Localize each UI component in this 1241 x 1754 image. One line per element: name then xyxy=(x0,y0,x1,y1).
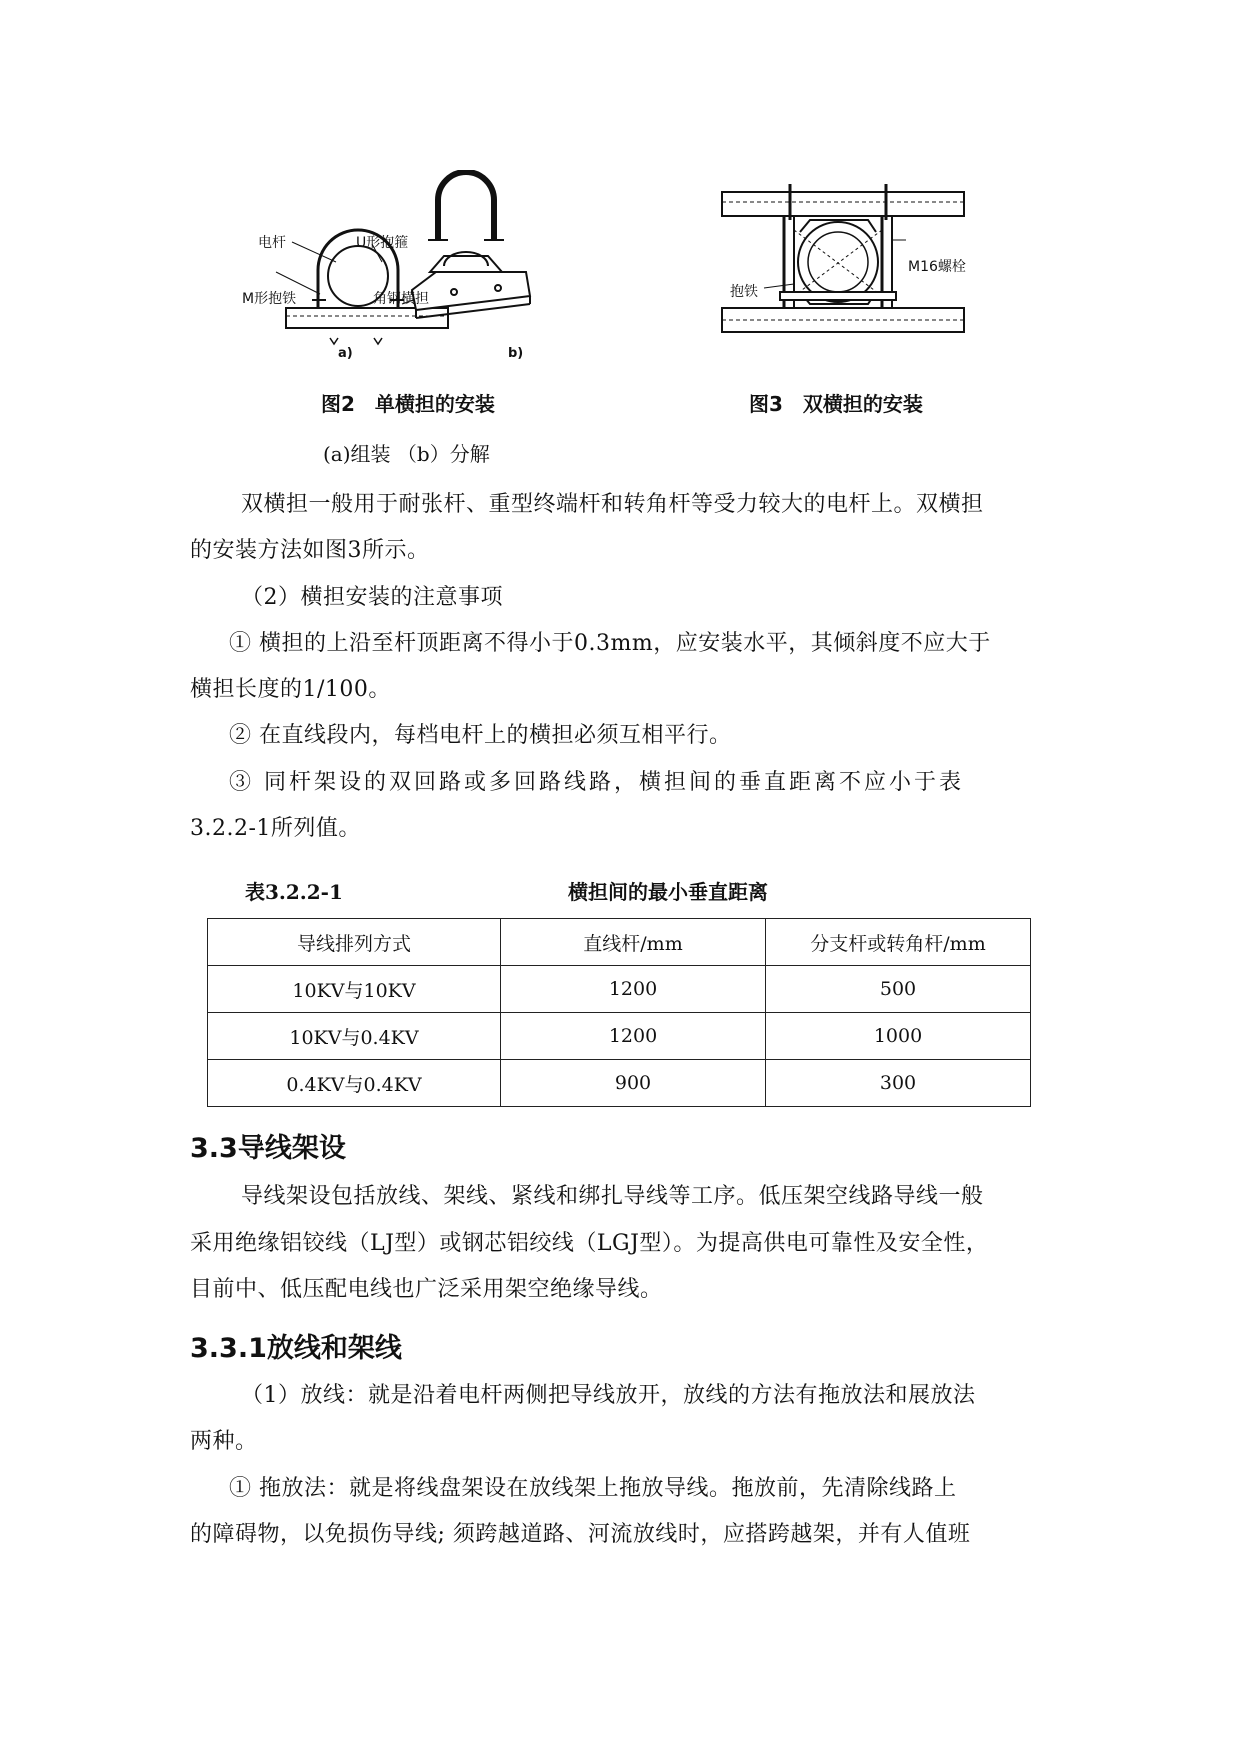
figure-3-caption: 图3 双横担的安装 xyxy=(749,392,923,416)
section-3-3-para-line3: 目前中、低压配电线也广泛采用架空绝缘导线。 xyxy=(190,1277,663,1302)
paragraph-note-1-line1: ① 横担的上沿至杆顶距离不得小于0.3mm，应安装水平，其倾斜度不应大于 xyxy=(229,631,991,656)
table-cell: 300 xyxy=(766,1060,1031,1107)
table-header-cell: 导线排列方式 xyxy=(208,919,501,966)
table-cell: 1200 xyxy=(501,1013,766,1060)
label-sub-b: b) xyxy=(508,346,524,361)
table-header-row xyxy=(208,919,1031,966)
paragraph-note-3-line2: 3.2.2-1所列值。 xyxy=(190,816,361,841)
figure-2-drawing xyxy=(240,170,600,370)
label-angle-crossarm: 角钢横担 xyxy=(373,291,429,307)
label-m16-bolt: M16螺栓 xyxy=(908,259,966,275)
figure-2-subcaption: (a)组装 （b）分解 xyxy=(323,442,490,466)
table-header-cell: 直线杆/mm xyxy=(501,919,766,966)
section-3-3-1-para1-line2: 两种。 xyxy=(190,1429,258,1454)
figure-2-caption: 图2 单横担的安装 xyxy=(321,392,495,416)
label-sub-a: a) xyxy=(338,346,353,361)
label-pole: 电杆 xyxy=(258,235,286,251)
paragraph-double-crossarm-2: 的安装方法如图3所示。 xyxy=(190,538,430,563)
table-row xyxy=(208,966,1031,1013)
paragraph-notes-heading: （2）横担安装的注意事项 xyxy=(241,585,503,610)
table-cell: 10KV与10KV xyxy=(208,966,501,1013)
figure-2b-exploded xyxy=(412,172,530,318)
table-cell: 1000 xyxy=(766,1013,1031,1060)
label-iron: 抱铁 xyxy=(730,284,758,300)
section-3-3-heading: 3.3导线架设 xyxy=(190,1133,346,1164)
table-cell: 1200 xyxy=(501,966,766,1013)
section-3-3-1-heading: 3.3.1放线和架线 xyxy=(190,1333,402,1364)
section-3-3-para-line1: 导线架设包括放线、架线、紧线和绑扎导线等工序。低压架空线路导线一般 xyxy=(241,1184,984,1209)
table-title: 横担间的最小垂直距离 xyxy=(568,880,768,904)
section-3-3-1-para1-line1: （1）放线：就是沿着电杆两侧把导线放开，放线的方法有拖放法和展放法 xyxy=(241,1383,976,1408)
table-header-cell: 分支杆或转角杆/mm xyxy=(766,919,1031,966)
table-number: 表3.2.2-1 xyxy=(245,880,343,904)
table-row xyxy=(208,1060,1031,1107)
paragraph-note-2: ② 在直线段内，每档电杆上的横担必须互相平行。 xyxy=(229,723,732,748)
section-3-3-para-line2: 采用绝缘铝铰线（LJ型）或钢芯铝绞线（LGJ型）。为提高供电可靠性及安全性， xyxy=(190,1231,989,1256)
table-row xyxy=(208,1013,1031,1060)
table-cell: 500 xyxy=(766,966,1031,1013)
paragraph-note-1-line2: 横担长度的1/100。 xyxy=(190,677,391,702)
paragraph-note-3-line1: ③ 同杆架设的双回路或多回路线路，横担间的垂直距离不应小于表 xyxy=(229,770,964,795)
table-cell: 0.4KV与0.4KV xyxy=(208,1060,501,1107)
table-cell: 900 xyxy=(501,1060,766,1107)
label-m-iron: M形抱铁 xyxy=(242,291,297,307)
label-u-clamp: U形抱箍 xyxy=(356,235,409,251)
paragraph-double-crossarm-1: 双横担一般用于耐张杆、重型终端杆和转角杆等受力较大的电杆上。双横担 xyxy=(241,492,984,517)
min-vertical-distance-table xyxy=(207,918,1031,1107)
table-cell: 10KV与0.4KV xyxy=(208,1013,501,1060)
section-3-3-1-para2-line1: ① 拖放法：就是将线盘架设在放线架上拖放导线。拖放前，先清除线路上 xyxy=(229,1476,957,1501)
section-3-3-1-para2-line2: 的障碍物，以免损伤导线; 须跨越道路、河流放线时，应搭跨越架，并有人值班 xyxy=(190,1522,971,1547)
